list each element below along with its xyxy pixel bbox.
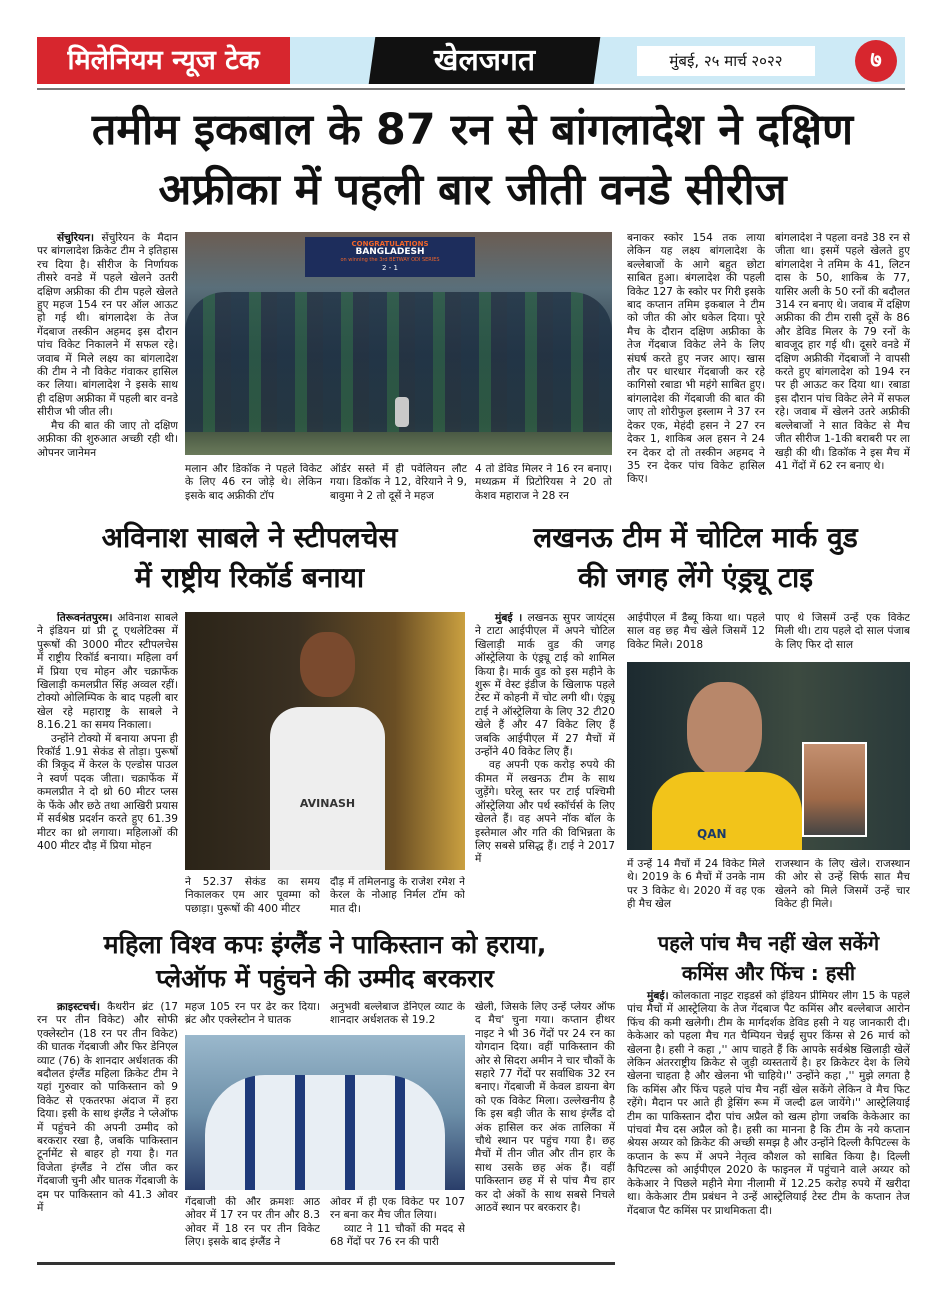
paragraph: सेंचुरियन के मैदान पर बांगलादेश क्रिकेट टीम ने इतिहास रच दिया है। सीरीज के निर्णायक तीसरे वनडे में पहले खेलने उतरी दक्षिण अफ्रीका की टीम पहले खेलते हुए महज 154 रन पर ऑल आऊट हो गई थी। बांगलादेश के तेज गेंदबाज तस्कीन अहमद इस दौरान पांच विकेट निकालने में सफल रहे। जवाब में मिले लक्ष्य का बांगलादेश की टीम ने नौ विकेट गंवाकर हासिल कर लिया। बांगलादेश ने इसके साथ ही दक्षिण अफ्रीका में पहली बार वनडे सीरीज भी जीत ली।	[37, 232, 178, 419]
headline-line: प्लेऑफ में पहुंचने की उम्मीद बरकरार	[156, 964, 494, 993]
story1-under1: मलान और डिकॉक ने पहले विकेट के लिए 46 रन जोड़े थे। लेकिन इसके बाद अफ्रीकी टॉप	[185, 463, 322, 502]
england-team-celebration-photo	[185, 1035, 465, 1190]
tye-jersey	[652, 772, 802, 850]
headline-line: अविनाश साबले ने स्टीपलचेस	[101, 521, 398, 554]
headline-line: लखनऊ टीम में चोटिल मार्क वुड	[533, 521, 858, 554]
masthead-rule	[37, 88, 905, 90]
jersey-text: QAN	[697, 827, 727, 841]
banner-text: 2 - 1	[382, 264, 398, 272]
dateline: मुंबई।	[647, 990, 669, 1002]
story1-col3: बनाकर स्कोर 154 तक लाया लेकिन यह लक्ष्य बांगलादेश के बल्लेबाजों के आगे बहुत छोटा साबित हुआ। बंगलादेश की पहली विकेट 127 के स्कोर पर गिरी इसके बाद कप्तान तमिम इकबाल ने टीम को जीत की ओर धकेल दिया। पूरे मैच के दौरान दक्षिण अफ्रीका के तेज गेंदबाज विकेट लेने के लिए संघर्ष करते हुए नजर आए। खास तौर पर धारधार गेंदबाजी कर रहे कागिसो रबाडा भी महंगे साबित हुए। बांगलादेश की गेंदबाजी की बात की जाए तो शोरीफुल इस्लाम ने 37 रन देकर एक, मेहंदी हसन ने 27 रन देकर 1, शाकिब अल हसन ने 24 रन देकर दो तो तस्कीन अहमद ने 35 रन देकर पांच विकेट हासिल किए।	[627, 232, 765, 486]
story1-col4: बांगलादेश ने पहला वनडे 38 रन से जीता था। इसमें पहले खेलते हुए बांगलादेश ने तमिम के 41, लिटन दास के 50, शाकिब के 77, यासिर अली के 50 रनों की बदौलत 314 रन बनाए थे। जवाब में दक्षिण अफ्रीका की टीम रासी दूसें के 86 और डेविड मिलर के 79 रनों के बावजूद हार गई थी। दूसरे वनडे में दक्षिण अफ्रीकी गेंदबाजों ने वापसी करते हुए बांगलादेश को 194 रन पर ही आऊट कर दिया था। रबाडा इस दौरान पांच विकेट लेने में सफल रहे। जवाब में खेलने उतरे अफ्रीकी बल्लेबाजों ने सात विकेट से मैच जीत सीरीज 1-1की बराबरी पर ला खड़ी की थी। डिकॉक ने इस मैच में 41 गेंदों में 62 रन बनाए थे।	[775, 232, 910, 472]
paragraph: उन्होंने टोक्यो में बनाया अपना ही रिकॉर्ड 1.91 सेकंड से तोड़ा। पुरूषों की त्रिकूद में केरल के एल्डोस पाउल ने स्वर्ण पदक जीता। चक्राफेंक में कमलप्रीत ने दो थ्रो 60 मीटर प्लस के फेंके और छठे तथा आखिरी प्रयास में सर्वश्रेष्ठ प्रदर्शन करते हुए 61.39 मीटर का थ्रो लगाया। महिलाओं की 400 मीटर दौड़ में प्रिया मोहन	[37, 732, 178, 852]
paragraph: ओवर में ही एक विकेट पर 107 रन बना कर मैच जीत लिया।	[330, 1196, 465, 1222]
page-number: ७	[855, 40, 897, 82]
story1-under3: 4 तो डेविड मिलर ने 16 रन बनाए। मध्यक्रम में प्रिटोरियस ने 20 तो केशव महाराज ने 28 रन	[475, 463, 612, 502]
story5-body	[627, 990, 910, 1258]
banner-text: BANGLADESH	[355, 247, 425, 257]
athlete-vest	[270, 707, 385, 870]
section-title: खेलजगत	[433, 43, 536, 78]
paragraph: व्याट ने 11 चौकों की मदद से 68 गेंदों पर 76 रन की पारी	[330, 1222, 465, 1249]
banner-text: CONGRATULATIONS	[351, 240, 429, 248]
paragraph: वह अपनी एक करोड़ रुपये की कीमत में लखनऊ टीम के साथ जुड़ेंगे। घरेलू स्तर पर टाई पश्चिमी ऑस्ट्रेलिया और पर्थ स्कॉर्चर्स के लिए खेलते हैं। वह अपने नॉक बॉल के इस्तेमाल और गति की विभिन्नता के लिए सबसे प्रसिद्ध हैं। टाई ने 2017 में	[475, 759, 615, 866]
story4-col1	[37, 1001, 178, 1259]
paragraph: अविनाश साबले ने इंडियन ग्रां प्री टू एथलेटिक्स में पुरूषों की 3000 मीटर स्टीपलचेस में राष्ट्रीय रिकॉर्ड बनाया। महिला वर्ग में प्रिया एच मोहन और चक्राफेंक खिलाड़ी कमलप्रीत सिंह अव्वल रहीं। टोक्यो ओलिम्पिक के बाद पहली बार खेल रहे महाराष्ट्र के साबले ने 8.16.21 का समय निकाला।	[37, 612, 178, 732]
story3-top1: आईपीएल में डैब्यू किया था। पहले साल वह छह मैच खेले जिसमें 12 विकेट मिले। 2018	[627, 612, 765, 651]
photo-banner	[305, 237, 475, 277]
story2-headline	[37, 518, 462, 598]
paragraph: मैच की बात की जाए तो दक्षिण अफ्रीका की शुरुआत अच्छी रही थी। ओपनर जानेमन	[37, 419, 178, 459]
trophy	[395, 397, 409, 427]
headline-line: तमीम इकबाल के 87 रन से बांगलादेश ने दक्षिण	[91, 105, 854, 155]
banner-text: on winning the 3rd BETWAY ODI SERIES	[340, 257, 440, 263]
headline-line: अफ्रीका में पहली बार जीती वनडे सीरीज	[158, 165, 787, 215]
story4-top2: अनुभवी बल्लेबाज डेनिएल व्याट के शानदार अर्धशतक से 19.2	[330, 1001, 465, 1027]
paragraph: कोलकाता नाइट राइडर्स को इंडियन प्रीमियर लीग 15 के पहले पांच मैचों में आस्ट्रेलिया के तेज गेंदबाज पैट कमिंस और बल्लेबाज आरोन फिंच की कमी खलेगी। टीम के मार्गदर्शक डेविड हसी ने यह जानकारी दी। केकेआर को पहला मैच गत चैम्पियन चेन्नई सुपर किंग्स से 26 मार्च को खेलना है। हसी ने कहा ,'' आप चाहते हैं कि आपके सर्वश्रेष्ठ खिलाड़ी खेलें लेकिन अंतरराष्ट्रीय क्रिकेट से जुड़ी व्यस्ततायें है। हर क्रिकेटर देश के लिये खेलना चाहता है और खेलना भी चाहिये।'' उन्होंने कहा ,'' मुझे लगता है कि कमिंस और फिंच पहले पांच मैच नहीं खेल सकेंगे लेकिन वे मैच फिट रहेंगे। मैदान पर आते ही ड्रेसिंग रूम में जल्दी ढल जायेंगे।'' आस्ट्रेलियाई टीम का पाकिस्तान दौरा पांच अप्रैल को खत्म होगा जबकि केकेआर का पांचवां मैच दस अप्रैल को है। हसी का मानना है कि टीम के नये कप्तान श्रेयस अय्यर को क्रिकेट की अच्छी समझ है और उन्होंने दिल्ली कैपिटल्स के कप्तान के रूप में अपने नेतृत्व कौशल को साबित किया है। दिल्ली कैपिटल्स को आईपीएल 2020 के फाइनल में पहुंचाने वाले अय्यर को केकेआर ने पिछले महीने मेगा नीलामी में 12.25 करोड़ रुपये में खरीदा था। केकेआर टीम प्रबंधन ने उन्हें आस्ट्रेलियाई टेस्ट टीम के कप्तान तेज गेंदबाज पैट कमिंस पर प्राथमिकता दी।	[627, 990, 910, 1217]
story4-col4: खेली, जिसके लिए उन्हें प्लेयर ऑफ द मैच' चुना गया। कप्तान हीथर नाइट ने भी 36 गेंदों पर 24 रन का योगदान दिया। वहीं पाकिस्तान की ओर से सिदरा अमीन ने चार चौकों के सहारे 77 गेंदों पर सर्वाधिक 32 रन बनाए। गेंदबाजी में केवल डायना बेग को एक विकेट मिला। उल्लेखनीय है कि इस बड़ी जीत के साथ इंग्लैंड दो अंक हासिल कर अंक तालिका में चौथे स्थान पर पहुंच गया है। छह मैचों में तीन जीत और तीन हार के साथ उसके छह अंक हैं। वहीं पाकिस्तान छह में से पांच मैच हार कर दो अंकों के साथ सबसे निचले आठवें स्थान पर बरकरार है।	[475, 1001, 615, 1215]
andrew-tye-photo	[627, 662, 910, 850]
athlete-head	[300, 632, 355, 697]
wood-inset-photo	[802, 742, 867, 837]
player-cluster	[205, 1075, 445, 1190]
headline-line: कमिंस और फिंच : हसी	[681, 961, 856, 985]
dateline: मुंबई ।	[495, 612, 523, 624]
story1-headline	[30, 100, 915, 220]
headline-line: पहले पांच मैच नहीं खेल सकेंगे	[657, 931, 880, 955]
story4-bottom-rule	[37, 1262, 615, 1265]
story3-col1	[475, 612, 615, 922]
tye-head	[687, 682, 762, 777]
athlete-bib: AVINASH	[299, 797, 356, 810]
story2-col1	[37, 612, 178, 922]
dateline: क्राइस्टचर्च।	[57, 1001, 101, 1013]
story3-under2: राजस्थान के लिए खेले। राजस्थान की ओर से उन्हें सिर्फ सात मैच खेलने को मिले जिसमें उन्हें चार विकेट ही मिले।	[775, 858, 910, 911]
bangladesh-team-photo	[185, 232, 612, 455]
story4-top1: महज 105 रन पर ढेर कर दिया। ब्रंट और एक्लेस्टोन ने घातक	[185, 1001, 320, 1027]
dateline: तिरूवनंतपुरम।	[57, 612, 113, 624]
story4-headline	[30, 928, 620, 996]
dateline: सेंचुरियन।	[57, 232, 95, 244]
story4-under1: गेंदबाजी की और क्रमशः आठ ओवर में 17 रन पर तीन और 8.3 ओवर में 18 रन पर तीन विकेट लिए। इसके बाद इंग्लैंड ने	[185, 1196, 320, 1249]
story1-under2: ऑर्डर सस्ते में ही पवेलियन लौट गया। डिकॉक ने 12, वेरियाने ने 9, बावुमा ने 2 तो दूसें ने महज	[330, 463, 467, 502]
story5-headline	[627, 928, 910, 988]
headline-line: महिला विश्व कपः इंग्लैंड ने पाकिस्तान को हराया,	[103, 930, 547, 959]
paragraph: लखनऊ सुपर जायंट्स ने टाटा आईपीएल में अपने चोटिल खिलाड़ी मार्क वुड की जगह ऑस्ट्रेलिया के एंड्र्यू टाई को शामिल किया है। मार्क वुड को इस महीने के शुरू में वेस्ट इंडीज के खिलाफ पहले टेस्ट में कोहनी में चोट लगी थी। एंड्र्यू टाई ने ऑस्ट्रेलिया के लिए 32 टी20 खेले हैं और 47 विकेट लिए हैं जबकि आईपीएल में 27 मैचों में उन्होंने 40 विकेट लिए हैं।	[475, 612, 615, 759]
story1-col1	[37, 232, 178, 512]
avinash-sable-photo	[185, 612, 465, 870]
paper-name: मिलेनियम न्यूज टेक	[37, 37, 290, 84]
story3-under1: में उन्हें 14 मैचों में 24 विकेट मिले थे। 2019 के 6 मैचों में उनके नाम पर 3 विकेट थे। 2020 में वह एक ही मैच खेल	[627, 858, 765, 911]
paragraph: कैथरीन ब्रंट (17 रन पर तीन विकेट) और सोफी एक्लेस्टोन (18 रन पर तीन विकेट) की घातक गेंदबाजी और फिर डेनिएल व्याट (76) के शानदार अर्धशतक की बदौलत इंग्लैंड महिला क्रिकेट टीम ने यहां गुरुवार को पाकिस्तान को 9 विकेट से एकतरफा अंदाज में हरा दिया। इसी के साथ इंग्लैंड ने प्लेऑफ में पहुंचने की अपनी उम्मीद को बरकरार रखा है, जबकि पाकिस्तान टूर्नामेंट से बाहर हो गया है। गत विजेता इंग्लैंड ने टॉस जीत कर गेंदबाजी चुनी और घातक गेंदबाजी के दम पर पाकिस्तान को 41.3 ओवर में	[37, 1001, 178, 1215]
dateline: मुंबई, २५ मार्च २०२२	[637, 46, 815, 76]
story2-under2: दौड़ में तमिलनाडु के राजेश रमेश ने केरल के नोआह निर्मल टॉम को मात दी।	[330, 876, 465, 915]
story2-under1: ने 52.37 सेकंड का समय निकालकर एम आर पूवम्मा को पछाड़ा। पुरूषों की 400 मीटर	[185, 876, 320, 915]
story3-headline	[478, 518, 913, 598]
headline-line: में राष्ट्रीय रिकॉर्ड बनाया	[134, 561, 365, 594]
story3-top2: पाए थे जिसमें उन्हें एक विकेट मिली थी। टाय पहले दो साल पंजाब के लिए फिर दो साल	[775, 612, 910, 651]
headline-line: की जगह लेंगे एंड्र्यू टाइ	[578, 561, 813, 594]
story4-under2	[330, 1196, 465, 1254]
